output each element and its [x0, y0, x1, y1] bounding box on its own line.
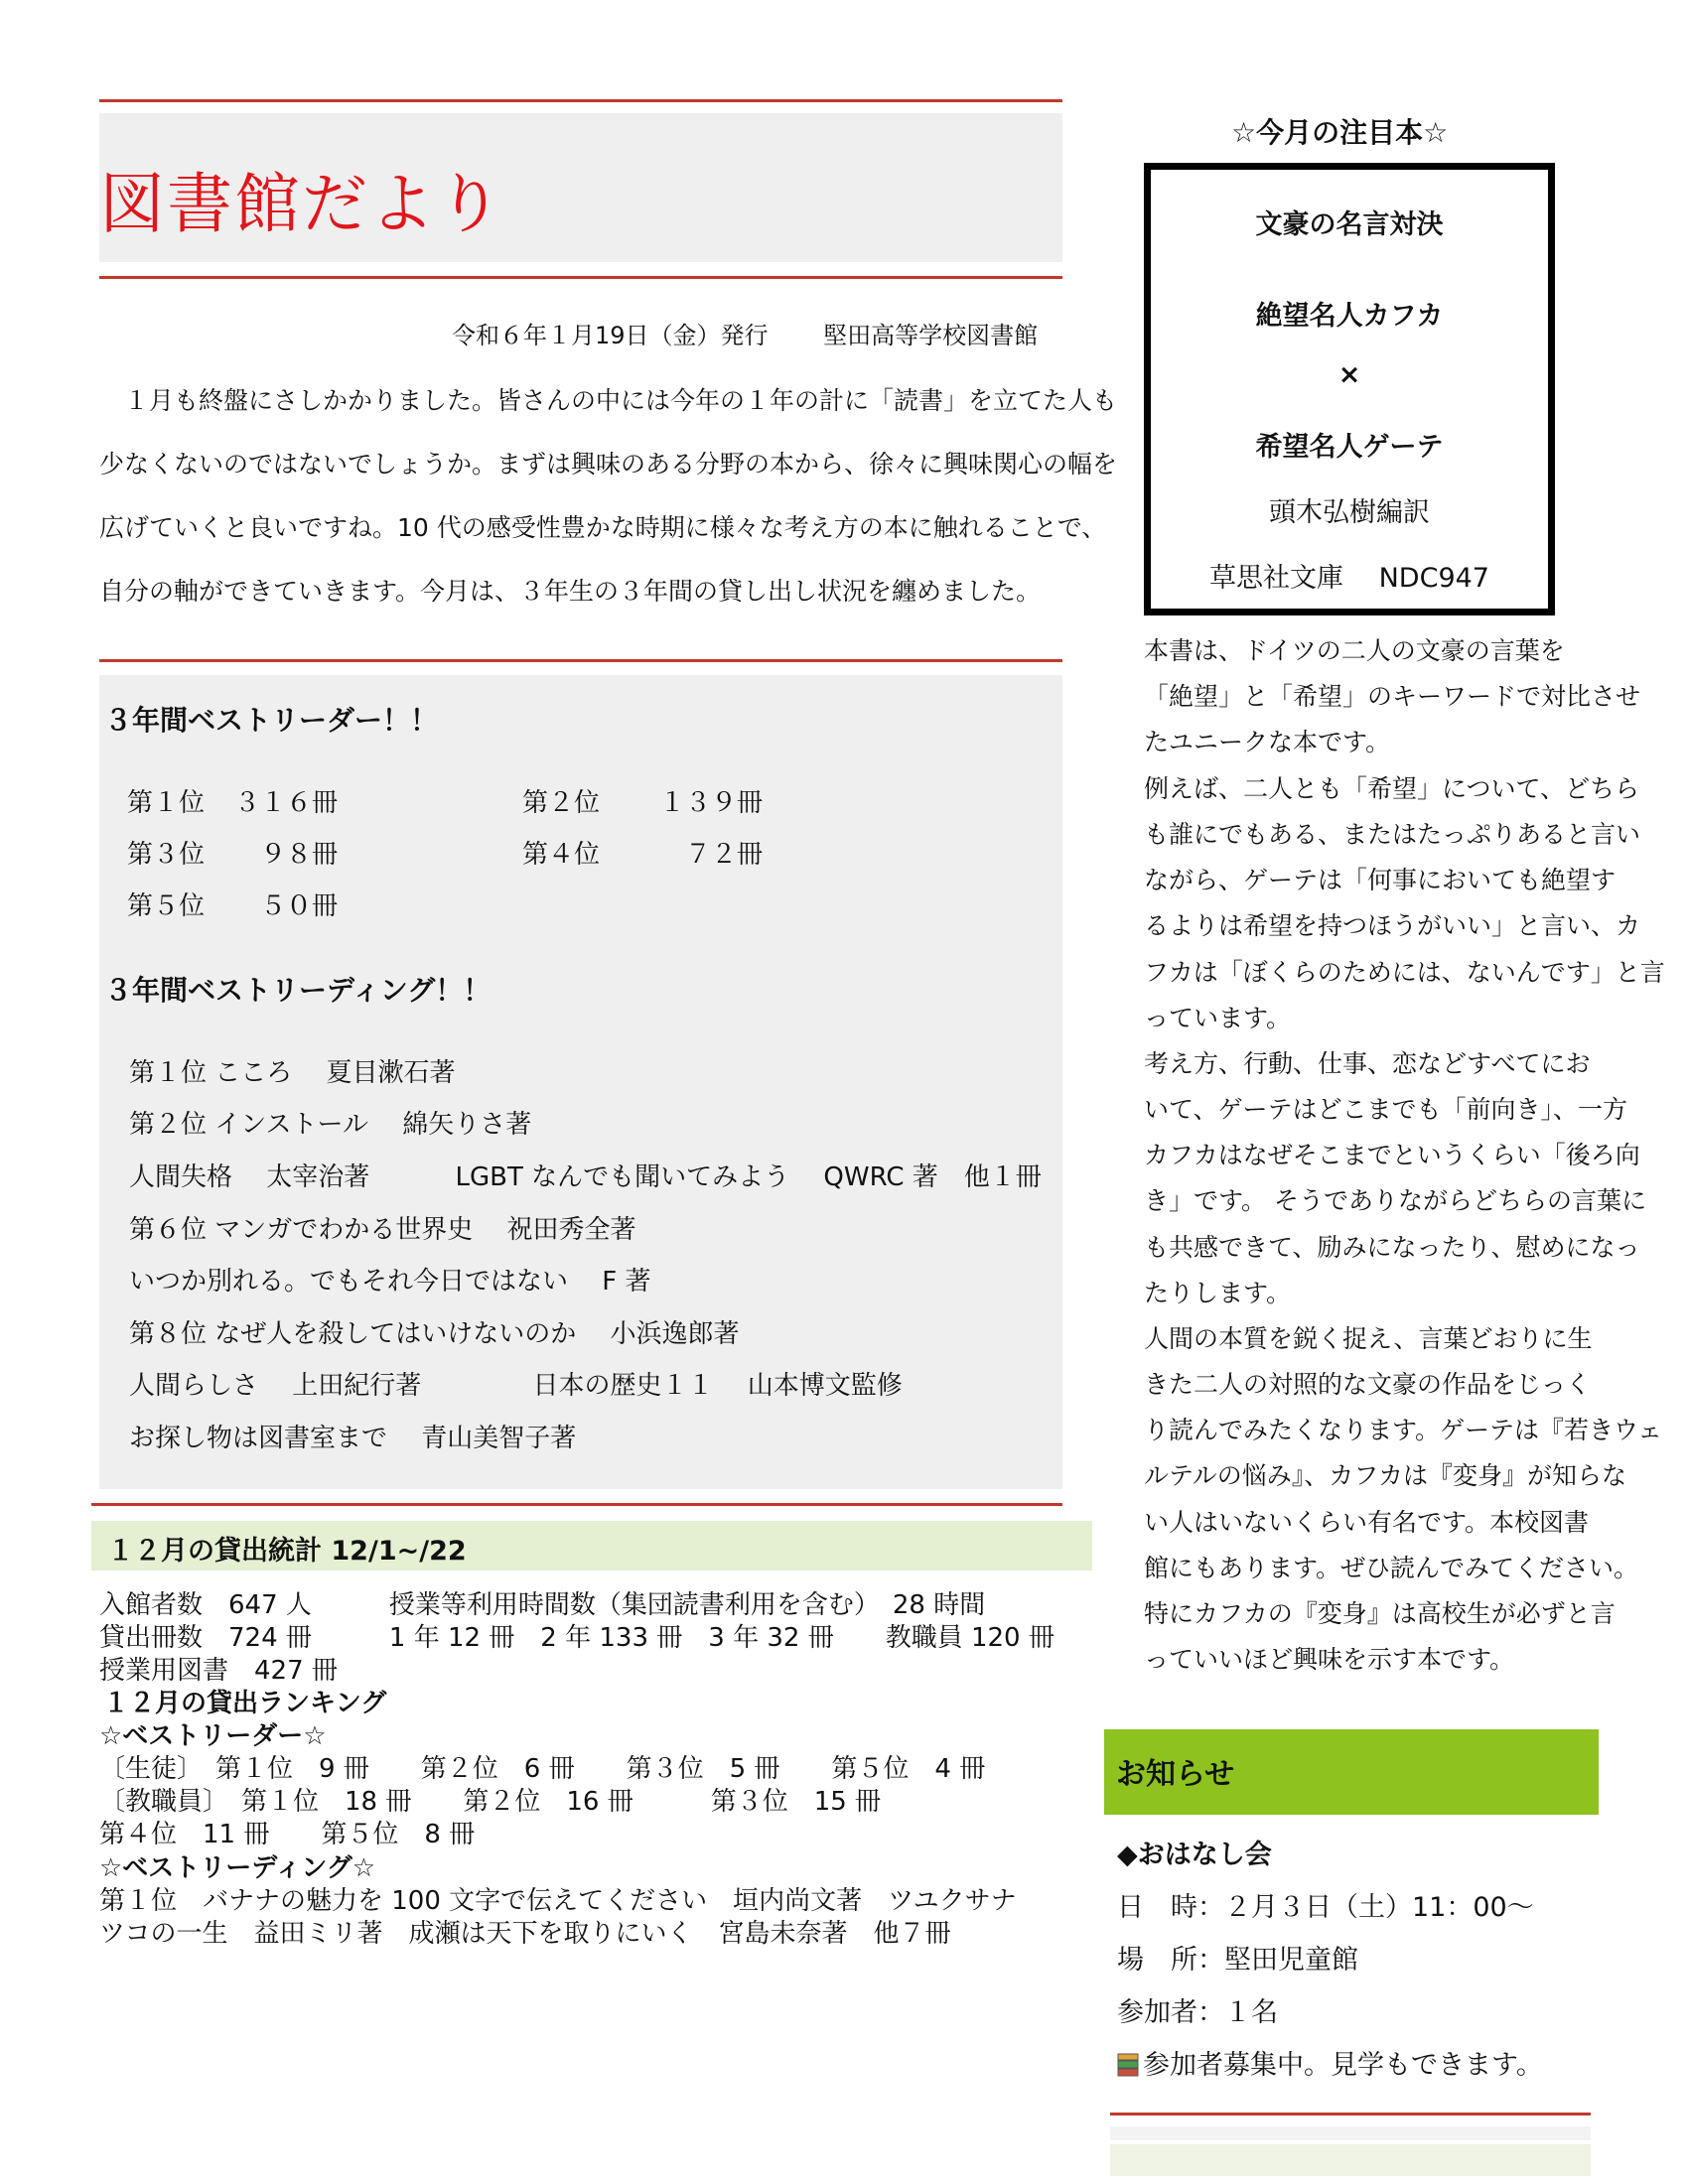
description-line: も誰にでもある、またはたっぷりあると言い: [1144, 820, 1641, 849]
best-reading-line: 第６位 マンガでわかる世界史 祝田秀全著: [129, 1215, 636, 1245]
description-line: も共感できて、励みになったり、慰めになっ: [1144, 1233, 1640, 1262]
rank-label: 第４位: [522, 840, 601, 870]
notice-heading: お知らせ: [1116, 1757, 1235, 1792]
title-bottom-rule: [99, 276, 1062, 279]
stats-ranking-heading: １２月の貸出ランキング: [103, 1689, 387, 1718]
description-line: カフカはなぜそこまでというくらい「後ろ向: [1144, 1141, 1640, 1169]
stats-line: 第４位 11 冊 第５位 8 冊: [99, 1820, 476, 1849]
stats-line: 入館者数 647 人 授業等利用時間数（集団読書利用を含む） 28 時間: [99, 1590, 986, 1620]
rank-value: ７２冊: [685, 840, 764, 870]
description-line: ルテルの悩み』、カフカは『変身』が知らな: [1144, 1461, 1627, 1490]
description-line: 例えば、二人とも「希望」について、どちら: [1144, 774, 1640, 803]
stats-line: ツコの一生 益田ミリ著 成瀬は天下を取りにいく 宮島未奈著 他７冊: [99, 1919, 951, 1949]
footer-band-light: [1110, 2126, 1591, 2140]
title-top-rule: [99, 99, 1062, 102]
featured-book-publisher: 草思社文庫 NDC947: [1209, 563, 1489, 594]
rank-label: 第２位: [522, 788, 601, 818]
issue-date-line: 令和６年１月19日（金）発行 堅田高等学校図書館: [452, 322, 1039, 349]
intro-line: １月も終盤にさしかかりました。皆さんの中には今年の１年の計に「読書」を立てた人も: [99, 386, 1118, 415]
featured-book-title: 希望名人ゲーテ: [1255, 432, 1444, 463]
intro-line: 広げていくと良いですね。10 代の感受性豊かな時期に様々な考え方の本に触れることで、: [99, 513, 1107, 542]
rank-label: 第３位: [127, 840, 206, 870]
description-line: フカは「ぼくらのためには、ないんです」と言: [1144, 958, 1665, 987]
rank-value: ５０冊: [260, 891, 339, 921]
description-line: り読んでみたくなります。ゲーテは『若きウェ: [1144, 1416, 1663, 1444]
newsletter-title: 図書館だより: [99, 166, 504, 242]
stats-line: 〔教職員〕 第１位 18 冊 第２位 16 冊 第３位 15 冊: [99, 1787, 882, 1817]
books-icon: [1117, 2052, 1139, 2078]
rank-label: 第１位: [127, 788, 206, 818]
intro-line: 自分の軸ができていきます。今月は、３年生の３年間の貸し出し状況を纏めました。: [99, 577, 1042, 606]
description-line: きた二人の対照的な文豪の作品をじっく: [1144, 1370, 1592, 1399]
description-line: たりします。: [1144, 1279, 1292, 1307]
rank-value: ９８冊: [260, 840, 339, 870]
rank-value: １３９冊: [659, 788, 764, 818]
intro-line: 少なくないのではないでしょうか。まずは興味のある分野の本から、徐々に興味関心の幅を: [99, 450, 1118, 478]
best-reading-line: 人間らしさ 上田紀行著 日本の歴史１１ 山本博文監修: [129, 1371, 903, 1401]
event-place: 場 所：堅田児童館: [1117, 1945, 1358, 1976]
featured-book-cross: ×: [1337, 359, 1361, 390]
stats-heading: １２月の貸出統計 12/1~/22: [107, 1536, 467, 1567]
event-title: ◆おはなし会: [1117, 1840, 1272, 1870]
stats-line: 貸出冊数 724 冊 1 年 12 冊 2 年 133 冊 3 年 32 冊 教職員 120 冊: [99, 1623, 1055, 1653]
rank-label: 第５位: [127, 891, 206, 921]
featured-book-heading: ☆今月の注目本☆: [1231, 116, 1449, 149]
footer-band-green: [1110, 2144, 1591, 2176]
description-line: 人間の本質を鋭く捉え、言葉どおりに生: [1144, 1324, 1593, 1353]
stats-line: 〔生徒〕 第１位 9 冊 第２位 6 冊 第３位 5 冊 第５位 4 冊: [99, 1754, 986, 1784]
description-line: 「絶望」と「希望」のキーワードで対比させ: [1144, 682, 1641, 711]
featured-book-title: 絶望名人カフカ: [1255, 301, 1444, 332]
stats-line: 第１位 バナナの魅力を 100 文字で伝えてください 垣内尚文著 ツユクサナ: [99, 1886, 1017, 1916]
description-line: き」です。 そうでありながらどちらの言葉に: [1144, 1186, 1646, 1215]
description-line: ながら、ゲーテは「何事においても絶望す: [1144, 866, 1617, 894]
event-participants: 参加者：１名: [1117, 1997, 1278, 2028]
ranking-top-rule: [99, 659, 1062, 662]
stats-subheading: ☆ベストリーディング☆: [99, 1853, 376, 1883]
event-recruit-text: 参加者募集中。見学もできます。: [1143, 2050, 1543, 2081]
best-reading-line: 第１位 こころ 夏目漱石著: [129, 1058, 456, 1088]
description-line: 特にカフカの『変身』は高校生が必ずと言: [1144, 1599, 1616, 1628]
best-reader-heading: ３年間ベストリーダー！！: [104, 704, 439, 737]
best-reading-line: 第８位 なぜ人を殺してはいけないのか 小浜逸郎著: [129, 1319, 740, 1349]
description-line: 館にもあります。ぜひ読んでみてください。: [1144, 1554, 1639, 1582]
event-date: 日 時：２月３日（土）11：00～: [1117, 1892, 1534, 1923]
description-line: たユニークな本です。: [1144, 728, 1391, 756]
description-line: いて、ゲーテはどこまでも「前向き」、一方: [1144, 1095, 1628, 1124]
description-line: 考え方、行動、仕事、恋などすべてにお: [1144, 1049, 1591, 1078]
best-reading-line: いつか別れる。でもそれ今日ではない F 著: [129, 1267, 651, 1297]
best-reading-heading: ３年間ベストリーディング！！: [104, 974, 492, 1007]
description-line: っています。: [1144, 1004, 1292, 1032]
description-line: 本書は、ドイツの二人の文豪の言葉を: [1144, 636, 1565, 665]
footer-rule: [1110, 2113, 1591, 2116]
stats-line: 授業用図書 427 冊: [99, 1656, 338, 1686]
featured-book-author: 頭木弘樹編訳: [1269, 497, 1430, 528]
stats-subheading: ☆ベストリーダー☆: [99, 1721, 327, 1751]
ranking-bottom-rule: [91, 1503, 1062, 1506]
best-reading-line: お探し物は図書室まで 青山美智子著: [129, 1424, 577, 1453]
best-reading-line: 人間失格 太宰治著 LGBT なんでも聞いてみよう QWRC 著 他１冊: [129, 1162, 1042, 1192]
featured-book-title: 文豪の名言対決: [1255, 209, 1444, 240]
best-reading-line: 第２位 インストール 綿矢りさ著: [129, 1110, 532, 1140]
description-line: い人はいないくらい有名です。本校図書: [1144, 1508, 1590, 1537]
event-recruit: [1117, 2043, 1543, 2082]
description-line: るよりは希望を持つほうがいい」と言い、カ: [1144, 911, 1641, 940]
description-line: っていいほど興味を示す本です。: [1144, 1645, 1515, 1674]
rank-value: ３１６冊: [234, 788, 339, 818]
